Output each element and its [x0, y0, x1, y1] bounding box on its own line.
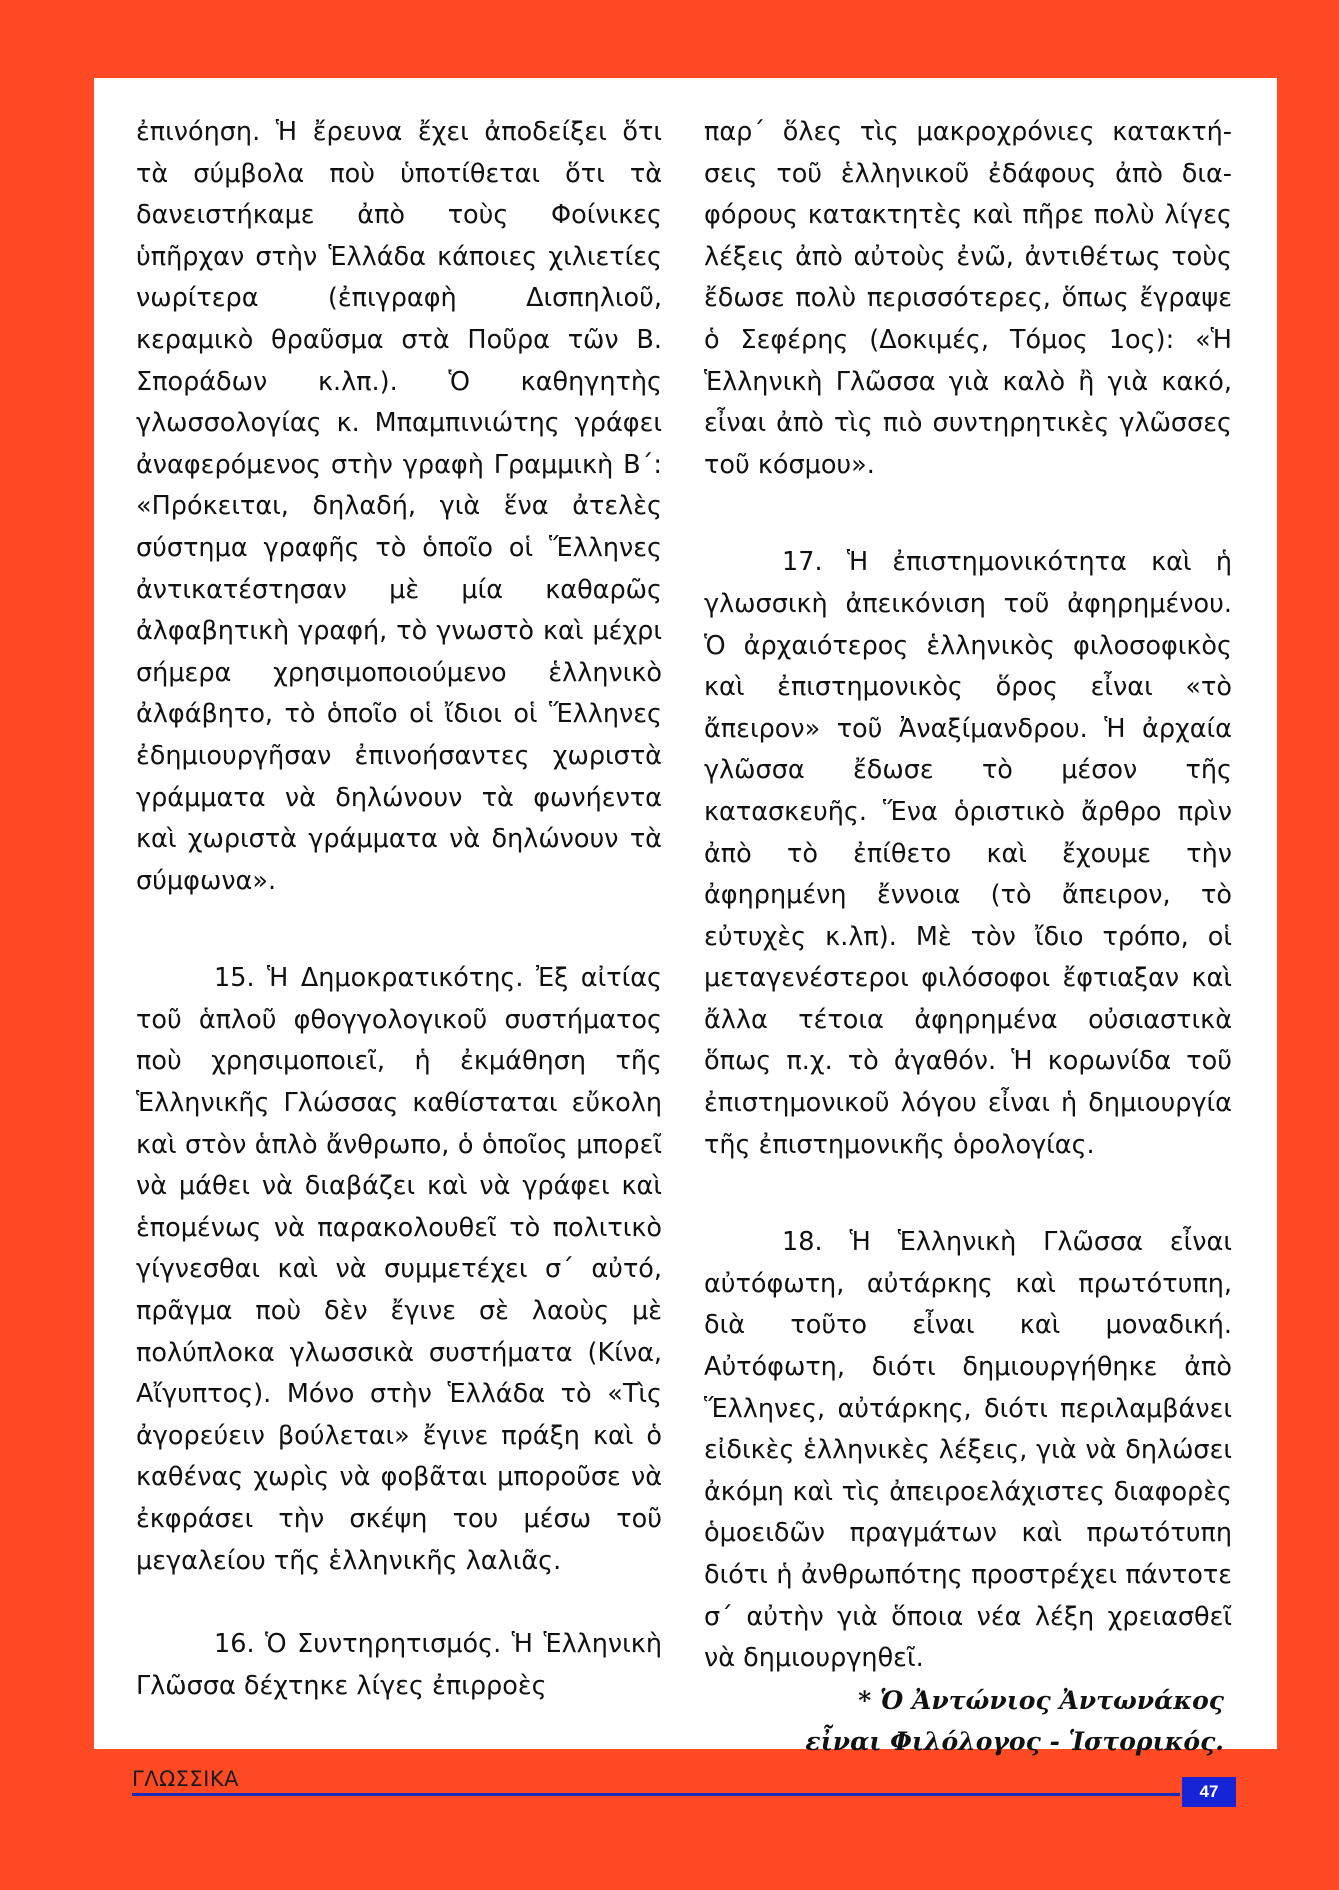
author-signature: [704, 1680, 1232, 1762]
right-column: [704, 112, 1232, 1762]
page-number-badge: 47: [1182, 1777, 1236, 1807]
article-paragraph: 15. Ἡ Δημοκρατικότης. Ἐξ αἰτίας τοῦ ἁπλοῦ φθογγολογικοῦ συστήματος ποὺ χρησιμοποιεῖ, ἡ ἐκμάθηση τῆς Ἑλληνικῆς Γλώσσας καθίσταται εὔκολη καὶ στὸν ἁπλὸ ἄνθρωπο, ὁ ὁποῖος μπορεῖ νὰ μάθει νὰ διαβάζει καὶ νὰ γράφει καὶ ἑπομένως νὰ παρακολουθεῖ τὸ πολιτικὸ γίγνεσθαι καὶ νὰ συμμετέχει σ΄ αὐτό, πρᾶγμα ποὺ δὲν ἔγινε σὲ λαοὺς μὲ πολύπλοκα γλωσσικὰ συστήματα (Κίνα, Αἴγυπτος). Μόνο στὴν Ἑλλάδα τὸ «Τὶς ἀγορεύειν βούλεται» ἔγινε πράξη καὶ ὁ καθένας χωρὶς νὰ φοβᾶται μποροῦσε νὰ ἐκφράσει τὴν σκέψη του μέσω τοῦ μεγαλείου τῆς ἑλληνικῆς λαλιᾶς.: [136, 963, 662, 1576]
left-column: [136, 112, 662, 1707]
article-paragraph: 17. Ἡ ἐπιστημονικότητα καὶ ἡ γλωσσικὴ ἀπεικόνιση τοῦ ἀφηρημένου. Ὁ ἀρχαιότερος ἑλληνικὸς φιλοσοφικὸς καὶ ἐπιστημονικὸς ὅρος εἶναι «τὸ ἄπειρον» τοῦ Ἀναξίμανδρου. Ἡ ἀρχαία γλῶσσα ἔδωσε τὸ μέσον τῆς κατασκευῆς. Ἕνα ὁριστικὸ ἄρθρο πρὶν ἀπὸ τὸ ἐπίθετο καὶ ἔχουμε τὴν ἀφηρημένη ἔννοια (τὸ ἄπειρον, τὸ εὐτυχὲς κ.λπ). Μὲ τὸν ἴδιο τρόπο, οἱ μεταγενέστεροι φιλόσοφοι ἔφτιαξαν καὶ ἄλλα τέτοια ἀφηρημένα οὐσιαστικὰ ὅπως π.χ. τὸ ἀγαθόν. Ἡ κορωνίδα τοῦ ἐπιστημονικοῦ λόγου εἶναι ἡ δημιουργία τῆς ἐπιστημονικῆς ὁρολογίας.: [704, 547, 1232, 1160]
article-paragraph: 16. Ὁ Συντηρητισμός. Ἡ Ἑλληνικὴ Γλῶσσα δέχτηκε λίγες ἐπιρροὲς: [136, 1629, 662, 1701]
article-paragraph: ἐπινόηση. Ἡ ἔρευνα ἔχει ἀποδείξει ὅτι τὰ σύμβολα ποὺ ὑποτίθεται ὅτι τὰ δανειστήκαμε ἀπὸ τοὺς Φοίνικες ὑπῆρχαν στὴν Ἑλλάδα κάποιες χιλιετίες νωρίτερα (ἐπιγραφὴ Δισπηλιοῦ, κεραμικὸ θραῦσμα στὰ Ποῦρα τῶν Β. Σποράδων κ.λπ.). Ὁ καθηγητὴς γλωσσολογίας κ. Μπαμπινιώτης γράφει ἀναφερόμενος στὴν γραφὴ Γραμμικὴ Β΄: «Πρόκειται, δηλαδή, γιὰ ἕνα ἀτελὲς σύστημα γραφῆς τὸ ὁποῖο οἱ Ἕλληνες ἀντικατέστησαν μὲ μία καθαρῶς ἀλφαβητικὴ γραφή, τὸ γνωστὸ καὶ μέχρι σήμερα χρησιμοποιούμενο ἑλληνικὸ ἀλφάβητο, τὸ ὁποῖο οἱ ἴδιοι οἱ Ἕλληνες ἐδημιουργῆσαν ἐπινοήσαντες χωριστὰ γράμματα νὰ δηλώνουν τὰ φωνήεντα καὶ χωριστὰ γράμματα νὰ δηλώνουν τὰ σύμφωνα».: [136, 117, 662, 896]
page-sheet: [94, 78, 1277, 1756]
article-paragraph: παρ΄ ὅλες τὶς μακροχρόνιες κατακτήσεις τοῦ ἑλληνικοῦ ἐδάφους ἀπὸ διαφόρους κατακτητὲς καὶ πῆρε πολὺ λίγες λέξεις ἀπὸ αὐτοὺς ἐνῶ, ἀντιθέτως τοὺς ἔδωσε πολὺ περισσότερες, ὅπως ἔγραψε ὁ Σεφέρης (Δοκιμές, Τόμος 1ος): «Ἡ Ἑλληνικὴ Γλῶσσα γιὰ καλὸ ἢ γιὰ κακό, εἶναι ἀπὸ τὶς πιὸ συντηρητικὲς γλῶσσες τοῦ κόσμου».: [704, 117, 1232, 480]
author-signature-line: εἶναι Φιλόλογος - Ἱστορικός.: [805, 1726, 1224, 1756]
magazine-name: ΓΛΩΣΣΙΚΑ: [132, 1767, 239, 1791]
footer-divider: [132, 1793, 1180, 1796]
article-paragraph: 18. Ἡ Ἑλληνικὴ Γλῶσσα εἶναι αὐτόφωτη, αὐτάρκης καὶ πρωτότυπη, διὰ τοῦτο εἶναι καὶ μοναδική. Αὐτόφωτη, διότι δημιουργήθηκε ἀπὸ Ἕλληνες, αὐτάρκης, διότι περιλαμβάνει εἰδικὲς ἑλληνικὲς λέξεις, γιὰ νὰ δηλώσει ἀκόμη καὶ τὶς ἀπειροελάχιστες διαφορὲς ὁμοειδῶν πραγμάτων καὶ πρωτότυπη διότι ἡ ἀνθρωπότης προστρέχει πάντοτε σ΄ αὐτὴν γιὰ ὅποια νέα λέξη χρειασθεῖ νὰ δημιουργηθεῖ.: [704, 1227, 1232, 1674]
author-signature-line: * Ὁ Ἀντώνιος Ἀντωνάκος: [858, 1685, 1224, 1715]
